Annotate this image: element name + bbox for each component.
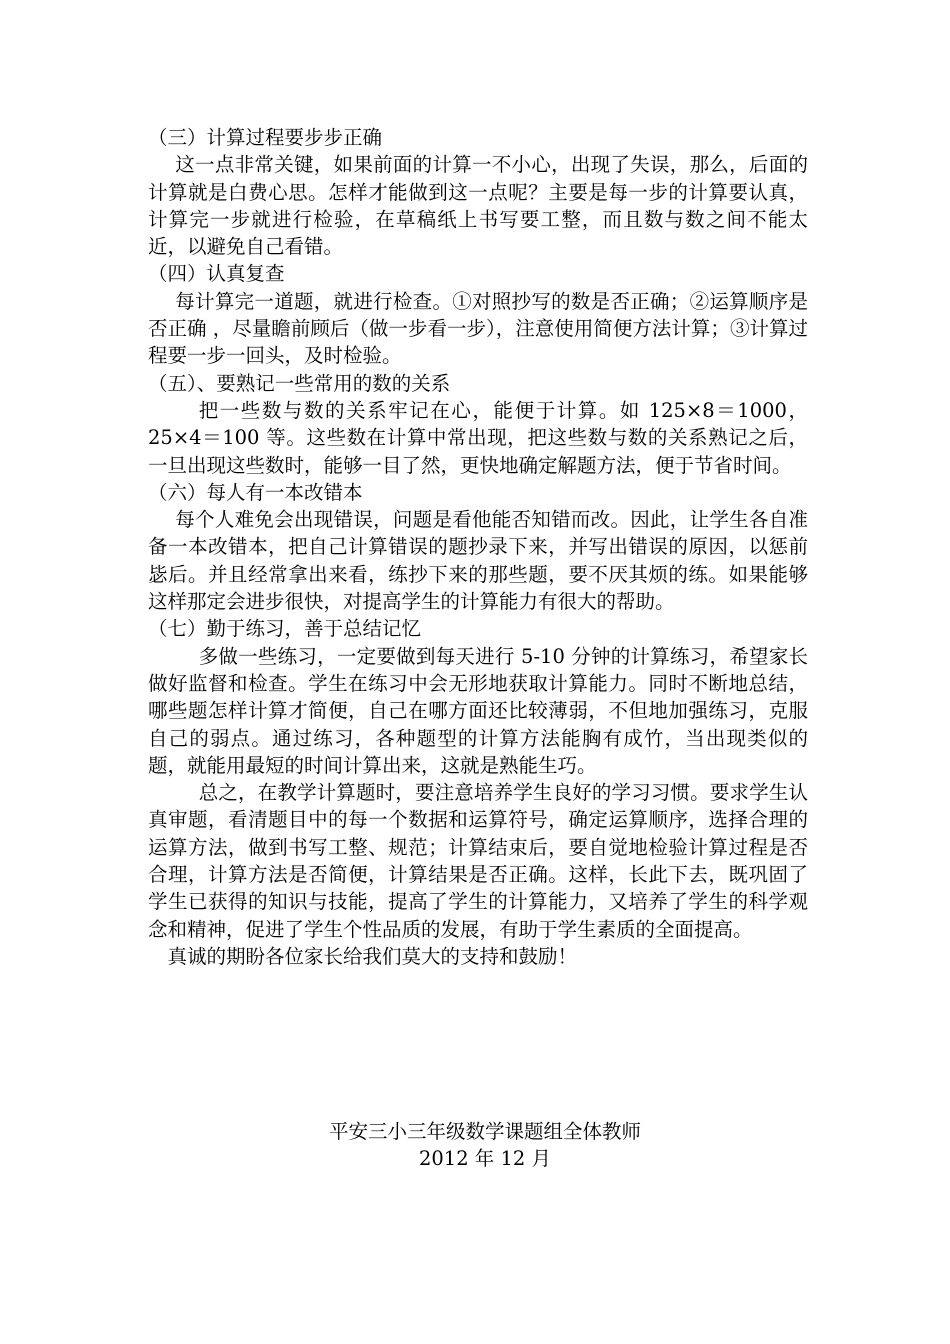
summary-paragraph: 总之，在教学计算题时，要注意培养学生良好的学习习惯。要求学生认真审题，看清题目中的每一个数据和运算符号，确定运算顺序，选择合理的运算方法，做到书写工整、规范；计算结束后，要自觉地检验计算过程是否合理，计算方法是否简便，计算结果是否正确。这样，长此下去，既巩固了学生已获得的知识与技能，提高了学生的计算能力，又培养了学生的科学观念和精神，促进了学生个性品质的发展，有助于学生素质的全面提高。: [148, 781, 808, 941]
section-body-4: 每计算完一道题，就进行检查。①对照抄写的数是否正确；②运算顺序是否正确 ，尽量瞻前顾后（做一步看一步），注意使用简便方法计算；③计算过程要一步一回头，及时检验。: [148, 289, 808, 368]
section-body-7: 多做一些练习，一定要做到每天进行 5-10 分钟的计算练习，希望家长做好监督和检查。学生在练习中会无形地获取计算能力。同时不断地总结，哪些题怎样计算才简便，自己在哪方面还比较薄弱，不但地加强练习，克服自己的弱点。通过练习，各种题型的计算方法能胸有成竹，当出现类似的题，就能用最短的时间计算出来，这就是熟能生巧。: [148, 644, 808, 777]
section-heading-6: （六）每人有一本改错本: [148, 480, 363, 504]
section-heading-7: （七）勤于练习，善于总结记忆: [148, 617, 422, 641]
closing-line: 真诚的期盼各位家长给我们莫大的支持和鼓励！: [167, 944, 578, 968]
section-heading-5: （五）、要熟记一些常用的数的关系: [148, 371, 451, 395]
signature-date: 2012 年 12 月: [418, 1147, 552, 1170]
section-heading-4: （四）认真复查: [148, 262, 285, 286]
document-body: [148, 124, 808, 970]
signature-block: [0, 1118, 950, 1172]
section-body-5: 把一些数与数的关系牢记在心，能便于计算。如 125×8＝1000，25×4＝100 等。这些数在计算中常出现，把这些数与数的关系熟记之后，一旦出现这些数时，能够一目了然，更快地确定解题方法，便于节省时间。: [148, 398, 808, 477]
section-heading-3: （三）计算过程要步步正确: [148, 126, 383, 149]
signature-team: 平安三小三年级数学课题组全体教师: [328, 1120, 641, 1143]
section-body-3: 这一点非常关键，如果前面的计算一不小心，出现了失误，那么，后面的计算就是白费心思。怎样才能做到这一点呢？主要是每一步的计算要认真，计算完一步就进行检验，在草稿纸上书写要工整，而且数与数之间不能太近，以避免自己看错。: [148, 153, 808, 259]
section-body-6: 每个人难免会出现错误，问题是看他能否知错而改。因此，让学生各自准备一本改错本，把自己计算错误的题抄录下来，并写出错误的原因，以惩前毖后。并且经常拿出来看，练抄下来的那些题，要不厌其烦的练。如果能够这样那定会进步很快，对提高学生的计算能力有很大的帮助。: [148, 508, 808, 614]
